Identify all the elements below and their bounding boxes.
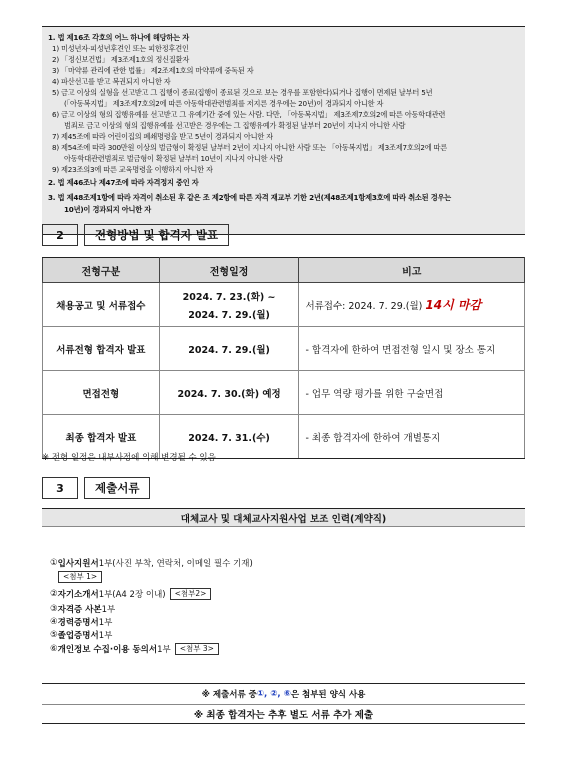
stage-cell: 채용공고 및 서류접수 bbox=[43, 283, 160, 327]
disq-line: 7) 제45조에 따라 어린이집의 폐쇄명령을 받고 5년이 경과되지 아니한 자 bbox=[52, 132, 273, 141]
document-item: ④ 경력증명서 1부 bbox=[50, 617, 113, 628]
section-title: 제출서류 bbox=[84, 477, 150, 499]
column-header: 비고 bbox=[299, 258, 525, 283]
schedule-table bbox=[42, 257, 525, 459]
attachment-tag: <첨부 1> bbox=[58, 571, 102, 583]
disq-line: (「아동복지법」 제3조제7호의2에 따른 아동학대관련범죄를 저지른 경우에는 20년)이 경과되지 아니한 자 bbox=[64, 99, 384, 108]
section-3-header bbox=[42, 477, 150, 499]
note-cell: - 업무 역량 평가를 위한 구술면접 bbox=[299, 371, 525, 415]
section-number: 2 bbox=[42, 224, 78, 246]
note-text: 서류접수: 2024. 7. 29.(월) bbox=[305, 301, 426, 312]
disq-line: 6) 금고 이상의 형의 집행유예를 선고받고 그 유예기간 중에 있는 사람. 다만, 「아동복지법」 제3조제7호의2에 따른 아동학대관련 bbox=[52, 110, 446, 119]
column-header: 전형구분 bbox=[43, 258, 160, 283]
document-name: 경력증명서 bbox=[57, 618, 99, 628]
disq-line: 10년)이 경과되지 아니한 자 bbox=[64, 205, 152, 214]
note-cell: - 합격자에 한하여 면접전형 일시 및 장소 통지 bbox=[299, 327, 525, 371]
document-item: ⑥ 개인정보 수집·이용 동의서 1부 <첨부 3> bbox=[50, 643, 219, 655]
document-item: ⑤ 졸업증명서 1부 bbox=[50, 630, 113, 641]
attachment-tag: <첨부2> bbox=[170, 588, 212, 600]
column-header: 전형일정 bbox=[159, 258, 299, 283]
stage-cell: 면접전형 bbox=[43, 371, 160, 415]
date-line: 2024. 7. 29.(월) bbox=[188, 309, 270, 321]
divider bbox=[42, 683, 525, 684]
highlighted-items: ①, ②, ⑥ bbox=[256, 688, 291, 699]
disq-line: 3. 법 제48조제1항에 따라 자격이 취소된 후 같은 조 제2항에 따른 자격 재교부 기한 2년(제48조제1항제3호에 따라 취소된 경우는 bbox=[48, 193, 451, 202]
disq-line: 1) 미성년자·피성년후견인 또는 피한정후견인 bbox=[52, 44, 189, 53]
section-2-header bbox=[42, 224, 229, 246]
note-cell: - 최종 합격자에 한하여 개별통지 bbox=[299, 415, 525, 459]
disq-line: 1. 법 제16조 각호의 어느 하나에 해당하는 자 bbox=[48, 33, 189, 42]
table-header-row bbox=[43, 258, 525, 283]
documents-header: 대체교사 및 대체교사지원사업 보조 인력(계약직) bbox=[42, 508, 525, 527]
section-title: 전형방법 및 합격자 발표 bbox=[84, 224, 229, 246]
table-row bbox=[43, 371, 525, 415]
document-name: 개인정보 수집·이용 동의서 bbox=[57, 645, 158, 655]
date-cell: 2024. 7. 30.(화) 예정 bbox=[159, 371, 299, 415]
deadline-highlight: 14시 마감 bbox=[425, 298, 482, 312]
disq-line: 3) 「마약류 관리에 관한 법률」 제2조제1호의 마약류에 중독된 자 bbox=[52, 66, 254, 75]
disq-line: 4) 파산선고를 받고 복권되지 아니한 자 bbox=[52, 77, 171, 86]
attachment-tag: <첨부 3> bbox=[175, 643, 219, 655]
disqualification-box bbox=[42, 26, 525, 235]
document-item: ③ 자격증 사본 1부 bbox=[50, 604, 116, 615]
disq-line: 2) 「정신보건법」 제3조제1호의 정신질환자 bbox=[52, 55, 190, 64]
disq-line: 8) 제54조에 따라 300만원 이상의 벌금형이 확정된 날부터 2년이 지나지 아니한 사람 또는 「아동복지법」 제3조제7호의2에 따른 bbox=[52, 143, 448, 152]
date-line: 2024. 7. 23.(화) ~ bbox=[182, 291, 276, 303]
disq-line: 9) 제23조의3에 따른 교육명령을 이행하지 아니한 자 bbox=[52, 165, 213, 174]
document-item: ② 자기소개서 1부(A4 2장 이내) <첨부2> bbox=[50, 588, 211, 600]
schedule-note: ※ 전형 일정은 내부사정에 의해 변경될 수 있음 bbox=[42, 453, 216, 463]
document-name: 졸업증명서 bbox=[57, 631, 99, 641]
divider bbox=[42, 723, 525, 724]
disq-line: 5) 금고 이상의 실형을 선고받고 그 집행이 종료(집행이 종료된 것으로 보는 경우를 포함한다)되거나 집행이 면제된 날부터 5년 bbox=[52, 88, 433, 97]
document-name: 자기소개서 bbox=[57, 590, 99, 600]
stage-cell: 최종 합격자 발표 bbox=[43, 415, 160, 459]
date-cell bbox=[159, 283, 299, 327]
note-cell bbox=[299, 283, 525, 327]
document-name: 입사지원서 bbox=[57, 559, 99, 569]
date-cell: 2024. 7. 29.(월) bbox=[159, 327, 299, 371]
disq-line: 2. 법 제46조나 제47조에 따라 자격정지 중인 자 bbox=[48, 178, 199, 187]
document-item: ① 입사지원서 1부(사진 부착, 연락처, 이메일 필수 기재) bbox=[50, 558, 253, 569]
disq-line: 범죄로 금고 이상의 형의 집행유예를 선고받은 경우에는 그 집행유예가 확정된 날부터 20년이 지나지 아니한 사람 bbox=[64, 121, 406, 130]
disq-line: 아동학대관련범죄로 벌금형이 확정된 날부터 10년이 지나지 아니한 사람 bbox=[64, 154, 283, 163]
document-name: 자격증 사본 bbox=[57, 605, 102, 615]
table-row bbox=[43, 327, 525, 371]
final-note: ※ 최종 합격자는 추후 별도 서류 추가 제출 bbox=[193, 709, 374, 721]
stage-cell: 서류전형 합격자 발표 bbox=[43, 327, 160, 371]
date-cell: 2024. 7. 31.(수) bbox=[159, 415, 299, 459]
table-row bbox=[43, 283, 525, 327]
forms-note: ※ 제출서류 중 ①, ②, ⑥ 은 첨부된 양식 사용 bbox=[201, 688, 366, 700]
section-number: 3 bbox=[42, 477, 78, 499]
